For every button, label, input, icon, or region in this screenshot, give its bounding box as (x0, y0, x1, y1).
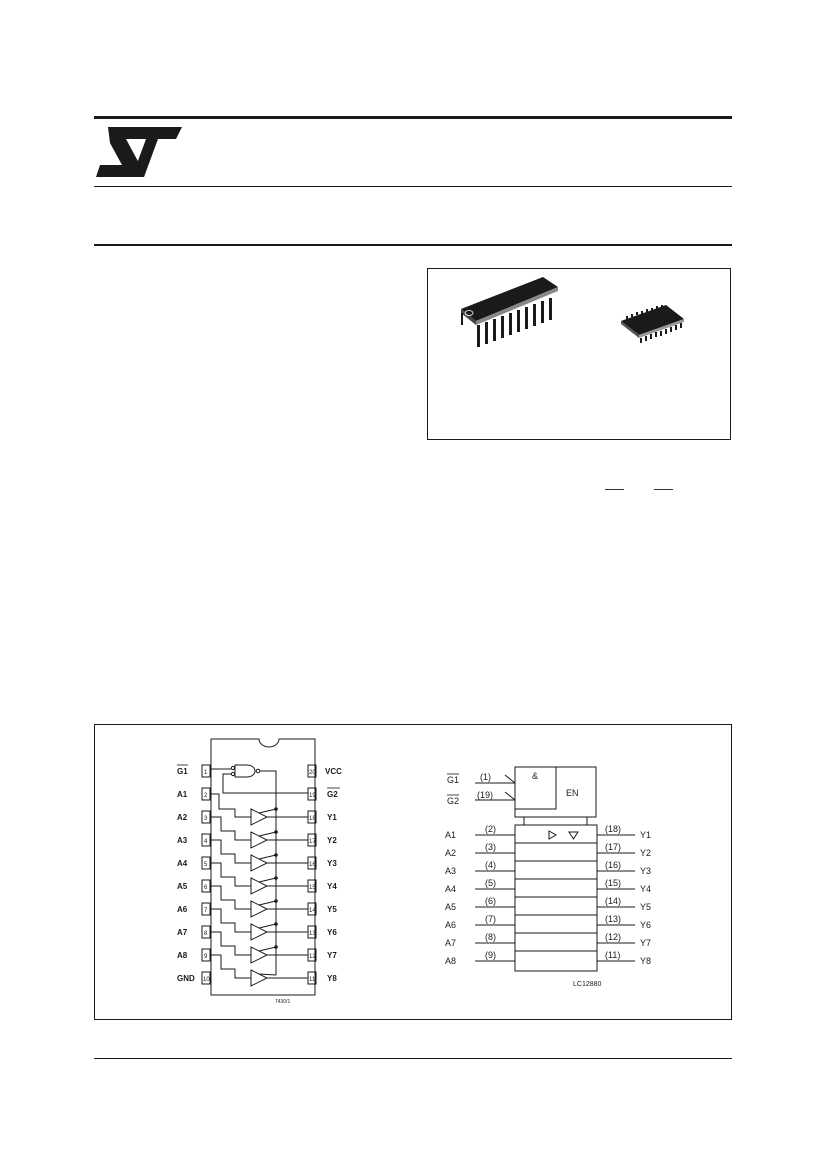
svg-text:G1: G1 (447, 775, 460, 785)
svg-text:A1: A1 (177, 790, 188, 799)
svg-text:Y1: Y1 (327, 813, 337, 822)
svg-text:Y2: Y2 (640, 848, 652, 858)
pin-diagram-code: 7430/1 (275, 999, 291, 1005)
svg-text:G2: G2 (447, 796, 460, 806)
svg-text:Y7: Y7 (640, 938, 652, 948)
package-box (427, 268, 731, 440)
svg-text:(13): (13) (605, 914, 622, 924)
svg-text:6: 6 (204, 885, 208, 891)
figure-box (94, 724, 732, 1020)
svg-text:G2: G2 (327, 790, 338, 799)
svg-text:A1: A1 (445, 830, 457, 840)
svg-text:13: 13 (309, 931, 316, 937)
svg-text:(12): (12) (605, 932, 622, 942)
svg-text:(16): (16) (605, 860, 622, 870)
svg-text:GND: GND (177, 974, 195, 983)
svg-text:1: 1 (204, 770, 208, 776)
pin-connection-diagram (202, 739, 316, 995)
header-top-rule (94, 116, 732, 119)
so20-package-icon (428, 269, 730, 439)
svg-text:A2: A2 (177, 813, 188, 822)
svg-text:16: 16 (309, 862, 316, 868)
svg-text:(2): (2) (485, 824, 496, 834)
footer-rule (94, 1058, 732, 1059)
figure-code: LC12880 (573, 981, 602, 988)
svg-text:(15): (15) (605, 878, 622, 888)
svg-text:A5: A5 (177, 882, 188, 891)
title-bottom-rule (94, 244, 732, 246)
svg-text:Y4: Y4 (327, 882, 337, 891)
overbar-mark (654, 489, 673, 490)
svg-text:(1): (1) (480, 772, 491, 782)
svg-text:14: 14 (309, 908, 316, 914)
svg-text:Y2: Y2 (327, 836, 337, 845)
svg-text:17: 17 (309, 839, 316, 845)
svg-text:Y4: Y4 (640, 884, 652, 894)
svg-text:10: 10 (203, 977, 210, 983)
svg-text:A8: A8 (445, 956, 457, 966)
svg-text:Y5: Y5 (327, 905, 337, 914)
svg-text:(11): (11) (605, 950, 621, 960)
svg-text:(7): (7) (485, 914, 496, 924)
svg-text:Y8: Y8 (640, 956, 652, 966)
svg-text:3: 3 (204, 816, 208, 822)
svg-text:A3: A3 (445, 866, 457, 876)
svg-text:Y7: Y7 (327, 951, 337, 960)
svg-text:12: 12 (309, 954, 316, 960)
svg-text:(5): (5) (485, 878, 496, 888)
svg-text:Y5: Y5 (640, 902, 652, 912)
svg-text:20: 20 (309, 770, 316, 776)
svg-text:Y6: Y6 (327, 928, 337, 937)
svg-text:A2: A2 (445, 848, 457, 858)
svg-text:A4: A4 (177, 859, 188, 868)
svg-text:(9): (9) (485, 950, 496, 960)
svg-text:(19): (19) (477, 790, 494, 800)
svg-text:A3: A3 (177, 836, 188, 845)
svg-text:A5: A5 (445, 902, 457, 912)
svg-text:2: 2 (204, 793, 208, 799)
svg-text:Y1: Y1 (640, 830, 652, 840)
svg-text:8: 8 (204, 931, 208, 937)
overbar-mark (605, 489, 624, 490)
svg-text:(8): (8) (485, 932, 496, 942)
svg-text:(4): (4) (485, 860, 496, 870)
svg-text:(14): (14) (605, 896, 622, 906)
svg-text:(18): (18) (605, 824, 622, 834)
svg-text:Y3: Y3 (327, 859, 337, 868)
svg-text:A6: A6 (445, 920, 457, 930)
svg-text:A6: A6 (177, 905, 188, 914)
svg-text:VCC: VCC (325, 767, 342, 776)
svg-text:&: & (532, 771, 539, 781)
svg-text:9: 9 (204, 954, 208, 960)
svg-text:18: 18 (309, 816, 316, 822)
svg-text:G1: G1 (177, 767, 188, 776)
svg-text:Y8: Y8 (327, 974, 337, 983)
svg-text:EN: EN (566, 788, 579, 798)
header-bottom-rule (94, 186, 732, 187)
svg-text:Y6: Y6 (640, 920, 652, 930)
st-logo-icon (96, 125, 182, 177)
svg-text:5: 5 (204, 862, 208, 868)
svg-text:(17): (17) (605, 842, 622, 852)
svg-text:A8: A8 (177, 951, 188, 960)
svg-text:A4: A4 (445, 884, 457, 894)
svg-text:(6): (6) (485, 896, 496, 906)
svg-text:A7: A7 (177, 928, 188, 937)
svg-text:15: 15 (309, 885, 316, 891)
svg-text:11: 11 (309, 977, 316, 983)
svg-text:4: 4 (204, 839, 208, 845)
svg-text:(3): (3) (485, 842, 496, 852)
svg-text:Y3: Y3 (640, 866, 652, 876)
svg-text:7: 7 (204, 908, 208, 914)
svg-text:19: 19 (309, 793, 316, 799)
svg-text:A7: A7 (445, 938, 457, 948)
